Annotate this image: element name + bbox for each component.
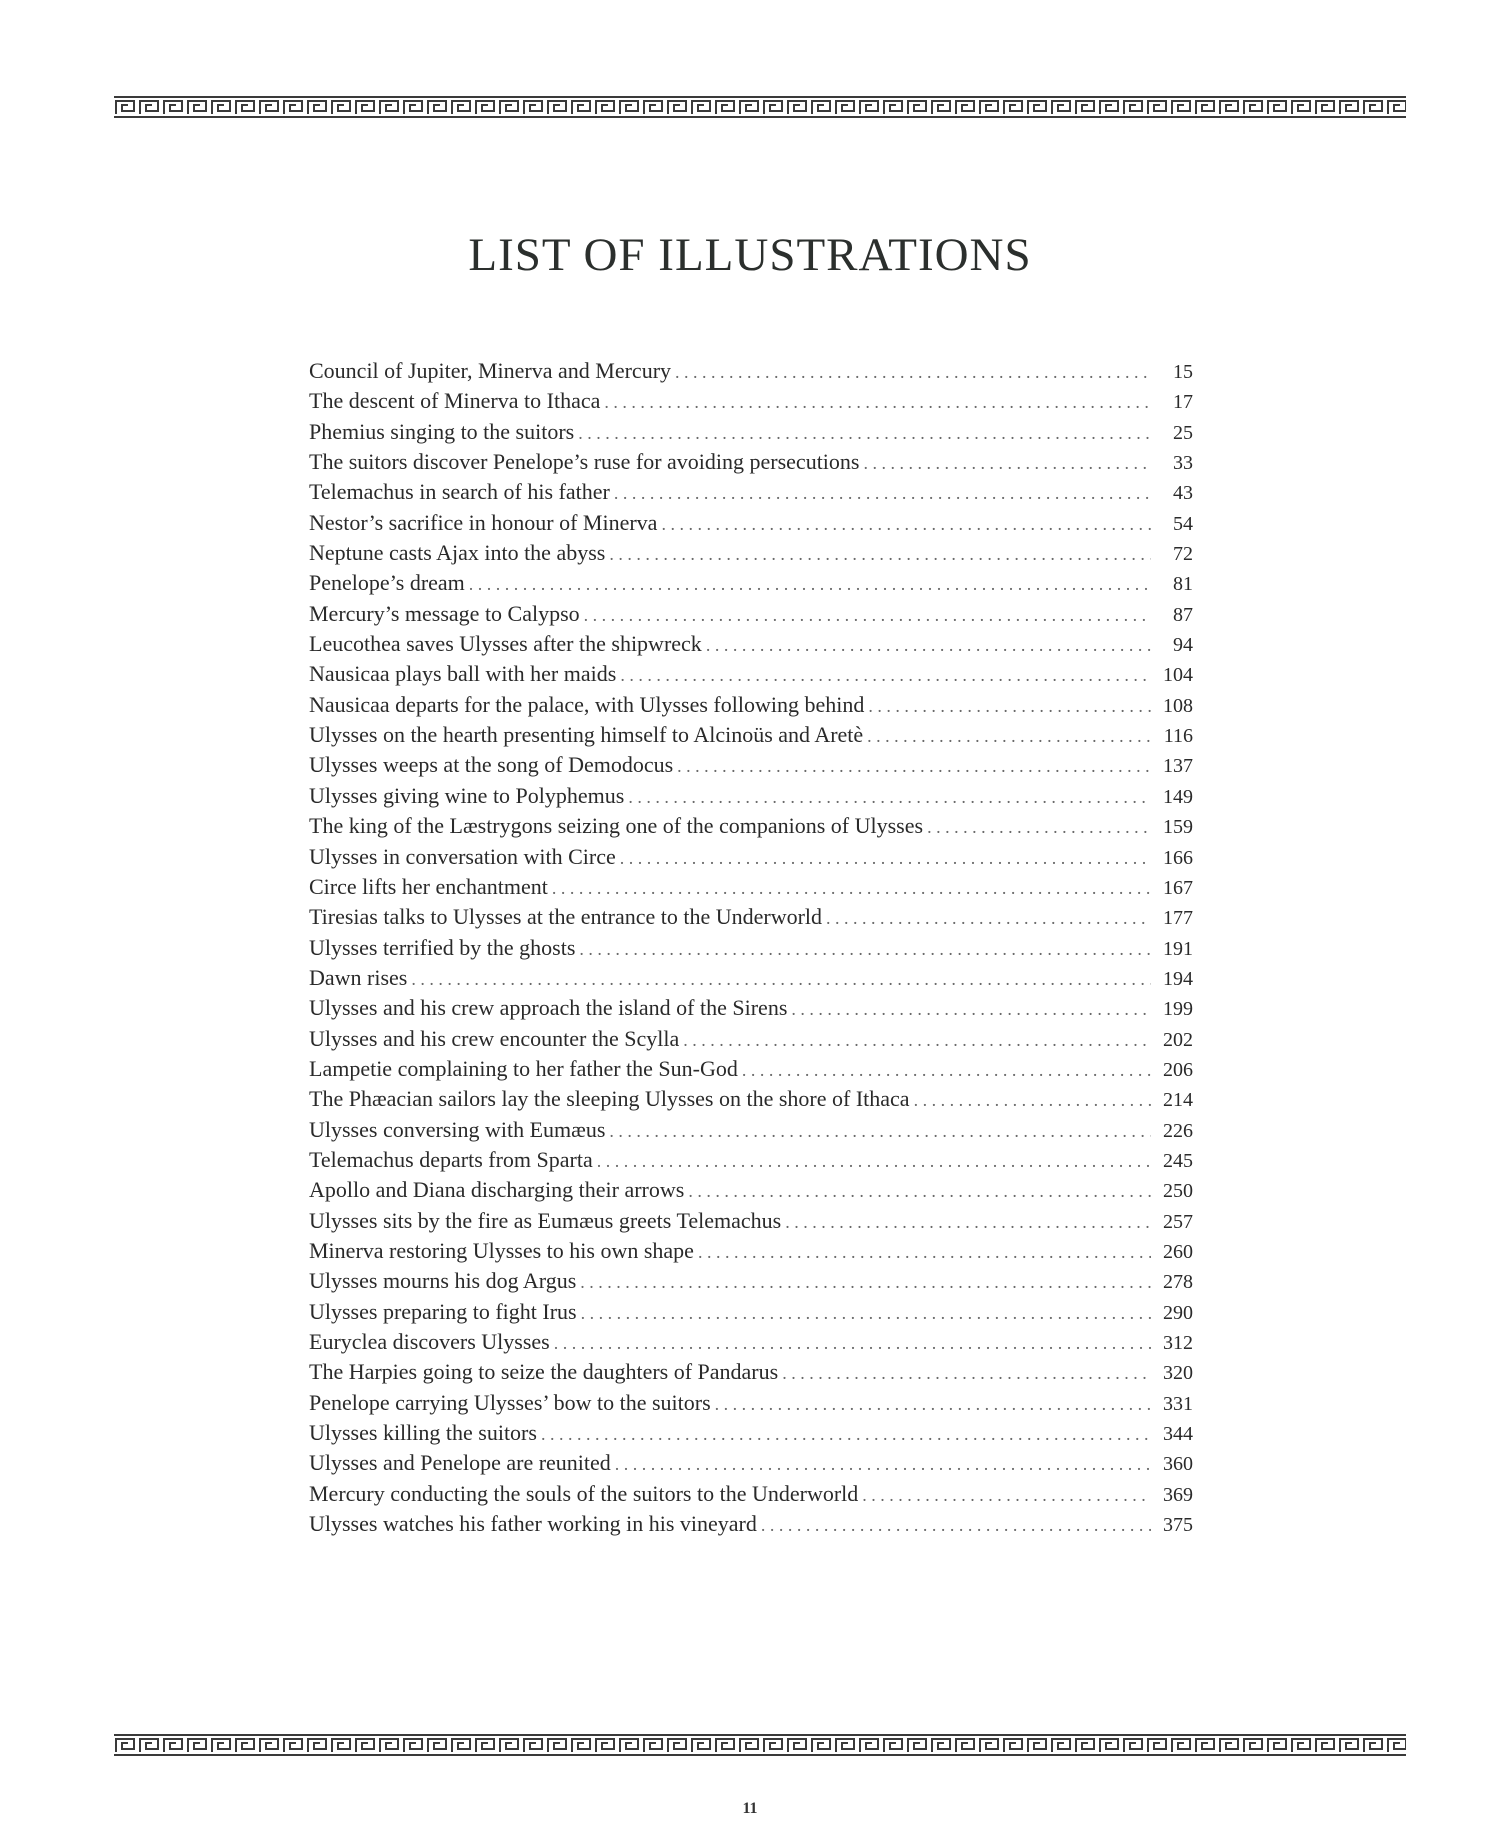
dot-leader <box>615 1449 1151 1479</box>
entry-page-number: 320 <box>1163 1362 1193 1385</box>
dot-leader <box>597 1146 1151 1176</box>
list-item <box>309 1297 1193 1327</box>
dot-leader <box>554 1328 1151 1358</box>
entry-title: Leucothea saves Ulysses after the shipwreck <box>309 631 702 657</box>
dot-leader <box>782 1358 1151 1388</box>
entry-page-number: 375 <box>1163 1514 1193 1537</box>
entry-title: Minerva restoring Ulysses to his own shape <box>309 1237 694 1263</box>
entry-page-number: 199 <box>1163 998 1193 1021</box>
entry-page-number: 206 <box>1163 1058 1193 1081</box>
list-item <box>309 993 1193 1023</box>
entry-page-number: 108 <box>1163 694 1193 717</box>
list-item <box>309 1479 1193 1509</box>
dot-leader <box>706 630 1151 660</box>
list-item <box>309 1084 1193 1114</box>
illustrations-list <box>309 356 1193 1539</box>
entry-page-number: 290 <box>1163 1301 1193 1324</box>
entry-title: Apollo and Diana discharging their arrows <box>309 1177 685 1203</box>
list-item <box>309 1115 1193 1145</box>
list-item <box>309 781 1193 811</box>
entry-page-number: 177 <box>1163 907 1193 930</box>
entry-title: Phemius singing to the suitors <box>309 418 575 444</box>
entry-title: Penelope’s dream <box>309 570 465 596</box>
dot-leader <box>469 569 1151 599</box>
entry-title: The Harpies going to seize the daughters of Pandarus <box>309 1359 779 1385</box>
dot-leader <box>620 660 1151 690</box>
dot-leader <box>683 1025 1151 1055</box>
list-item <box>309 811 1193 841</box>
list-item <box>309 1357 1193 1387</box>
list-item <box>309 720 1193 750</box>
entry-title: Euryclea discovers Ulysses <box>309 1329 550 1354</box>
entry-title: Mercury conducting the souls of the suitors to the Underworld <box>309 1480 859 1506</box>
list-item <box>309 447 1193 477</box>
entry-title: Tiresias talks to Ulysses at the entrance to the Underworld <box>309 904 823 930</box>
entry-page-number: 226 <box>1163 1119 1193 1142</box>
list-item <box>309 902 1193 932</box>
entry-page-number: 344 <box>1163 1423 1193 1446</box>
list-item <box>309 933 1193 963</box>
list-item <box>309 1024 1193 1054</box>
list-item <box>309 1145 1193 1175</box>
dot-leader <box>609 1116 1151 1146</box>
dot-leader <box>914 1085 1151 1115</box>
greek-key-border-top <box>114 96 1406 118</box>
entry-page-number: 159 <box>1163 816 1193 839</box>
list-item <box>309 1266 1193 1296</box>
dot-leader <box>677 751 1151 781</box>
list-item <box>309 1175 1193 1205</box>
entry-title: Circe lifts her enchantment <box>309 873 548 899</box>
entry-title: Nausicaa plays ball with her maids <box>309 661 617 687</box>
list-item <box>309 842 1193 872</box>
page-number: 11 <box>742 1800 758 1817</box>
dot-leader <box>715 1389 1151 1419</box>
entry-title: Ulysses and his crew approach the island of the Sirens <box>309 995 788 1021</box>
entry-page-number: 257 <box>1163 1210 1193 1233</box>
list-item <box>309 659 1193 689</box>
entry-page-number: 116 <box>1163 725 1193 748</box>
dot-leader <box>541 1419 1151 1449</box>
list-item <box>309 750 1193 780</box>
entry-page-number: 15 <box>1173 361 1193 383</box>
entry-title: Ulysses watches his father working in his vineyard <box>309 1511 757 1537</box>
dot-leader <box>620 843 1151 873</box>
list-item <box>309 1236 1193 1266</box>
entry-page-number: 278 <box>1163 1271 1193 1294</box>
entry-title: Ulysses weeps at the song of Demodocus <box>309 752 674 778</box>
entry-page-number: 194 <box>1163 967 1193 990</box>
entry-title: Penelope carrying Ulysses’ bow to the suitors <box>309 1389 711 1415</box>
list-item <box>309 477 1193 507</box>
entry-title: The king of the Læstrygons seizing one of the companions of Ulysses <box>309 813 924 839</box>
dot-leader <box>742 1055 1151 1085</box>
entry-title: Ulysses in conversation with Circe <box>309 843 616 869</box>
dot-leader <box>580 1267 1151 1297</box>
list-item <box>309 1206 1193 1236</box>
dot-leader <box>867 721 1151 751</box>
greek-key-pattern-icon <box>114 1736 1406 1754</box>
entry-page-number: 166 <box>1163 846 1193 869</box>
entry-page-number: 312 <box>1163 1332 1193 1354</box>
dot-leader <box>628 782 1151 812</box>
dot-leader <box>863 448 1151 478</box>
entry-title: Telemachus departs from Sparta <box>309 1146 593 1172</box>
entry-page-number: 202 <box>1163 1028 1193 1051</box>
entry-title: Neptune casts Ajax into the abyss <box>309 540 606 566</box>
entry-page-number: 137 <box>1163 755 1193 778</box>
dot-leader <box>698 1237 1151 1267</box>
entry-title: Ulysses and Penelope are reunited <box>309 1450 611 1476</box>
entry-page-number: 149 <box>1163 785 1193 808</box>
list-item <box>309 1418 1193 1448</box>
entry-page-number: 214 <box>1163 1089 1193 1112</box>
list-item <box>309 417 1193 447</box>
dot-leader <box>688 1176 1151 1206</box>
entry-page-number: 331 <box>1163 1392 1193 1415</box>
entry-title: Mercury’s message to Calypso <box>309 600 580 626</box>
entry-title: Ulysses mourns his dog Argus <box>309 1268 577 1294</box>
list-item <box>309 629 1193 659</box>
entry-page-number: 250 <box>1163 1180 1193 1203</box>
entry-page-number: 87 <box>1173 603 1193 626</box>
dot-leader <box>826 903 1151 933</box>
list-item <box>309 568 1193 598</box>
list-item <box>309 963 1193 993</box>
list-item <box>309 690 1193 720</box>
entry-title: Telemachus in search of his father <box>309 479 610 505</box>
dot-leader <box>614 478 1151 508</box>
entry-title: Nausicaa departs for the palace, with Ulysses following behind <box>309 691 865 717</box>
dot-leader <box>675 357 1151 387</box>
entry-title: Council of Jupiter, Minerva and Mercury <box>309 358 672 383</box>
entry-title: The descent of Minerva to Ithaca <box>309 388 601 414</box>
list-item <box>309 1388 1193 1418</box>
entry-title: Ulysses on the hearth presenting himself to Alcinoüs and Aretè <box>309 722 864 748</box>
entry-page-number: 25 <box>1173 421 1193 444</box>
entry-page-number: 43 <box>1173 482 1193 505</box>
dot-leader <box>785 1207 1151 1237</box>
dot-leader <box>927 812 1151 842</box>
entry-page-number: 360 <box>1163 1453 1193 1476</box>
dot-leader <box>411 964 1151 994</box>
list-item <box>309 872 1193 902</box>
list-item <box>309 599 1193 629</box>
dot-leader <box>579 934 1151 964</box>
list-item <box>309 1054 1193 1084</box>
list-item <box>309 386 1193 416</box>
entry-title: The suitors discover Penelope’s ruse for avoiding persecutions <box>309 449 860 475</box>
dot-leader <box>581 1298 1151 1328</box>
entry-title: Lampetie complaining to her father the Sun-God <box>309 1055 738 1081</box>
entry-page-number: 245 <box>1163 1149 1193 1172</box>
dot-leader <box>862 1480 1151 1510</box>
list-item <box>309 1327 1193 1357</box>
entry-page-number: 369 <box>1163 1483 1193 1506</box>
entry-title: Ulysses terrified by the ghosts <box>309 934 576 960</box>
entry-page-number: 94 <box>1173 634 1193 657</box>
entry-page-number: 33 <box>1173 452 1193 475</box>
dot-leader <box>791 994 1151 1024</box>
entry-title: Ulysses conversing with Eumæus <box>309 1116 606 1142</box>
entry-title: Ulysses preparing to fight Irus <box>309 1298 577 1324</box>
dot-leader <box>552 873 1151 903</box>
entry-title: Nestor’s sacrifice in honour of Minerva <box>309 509 658 535</box>
entry-page-number: 191 <box>1163 937 1193 960</box>
dot-leader <box>609 539 1151 569</box>
entry-page-number: 81 <box>1173 573 1193 596</box>
entry-title: Ulysses and his crew encounter the Scylla <box>309 1025 680 1051</box>
list-item <box>309 1448 1193 1478</box>
entry-page-number: 260 <box>1163 1240 1193 1263</box>
dot-leader <box>584 600 1151 630</box>
dot-leader <box>604 387 1151 417</box>
list-item <box>309 1509 1193 1539</box>
list-item <box>309 508 1193 538</box>
list-item <box>309 356 1193 386</box>
list-item <box>309 538 1193 568</box>
entry-title: Ulysses killing the suitors <box>309 1420 537 1446</box>
entry-page-number: 72 <box>1173 543 1193 566</box>
entry-page-number: 17 <box>1173 391 1193 414</box>
dot-leader <box>578 418 1151 448</box>
greek-key-pattern-icon <box>114 98 1406 116</box>
entry-title: The Phæacian sailors lay the sleeping Ulysses on the shore of Ithaca <box>309 1086 910 1112</box>
entry-page-number: 54 <box>1173 512 1193 535</box>
entry-page-number: 167 <box>1163 876 1193 899</box>
entry-title: Ulysses sits by the fire as Eumæus greets Telemachus <box>309 1207 782 1233</box>
dot-leader <box>761 1510 1151 1540</box>
dot-leader <box>661 509 1151 539</box>
entry-title: Ulysses giving wine to Polyphemus <box>309 782 625 808</box>
page-title: LIST OF ILLUSTRATIONS <box>468 229 1032 281</box>
entry-page-number: 104 <box>1163 664 1193 687</box>
greek-key-border-bottom <box>114 1734 1406 1756</box>
entry-title: Dawn rises <box>309 964 408 990</box>
dot-leader <box>868 691 1151 721</box>
